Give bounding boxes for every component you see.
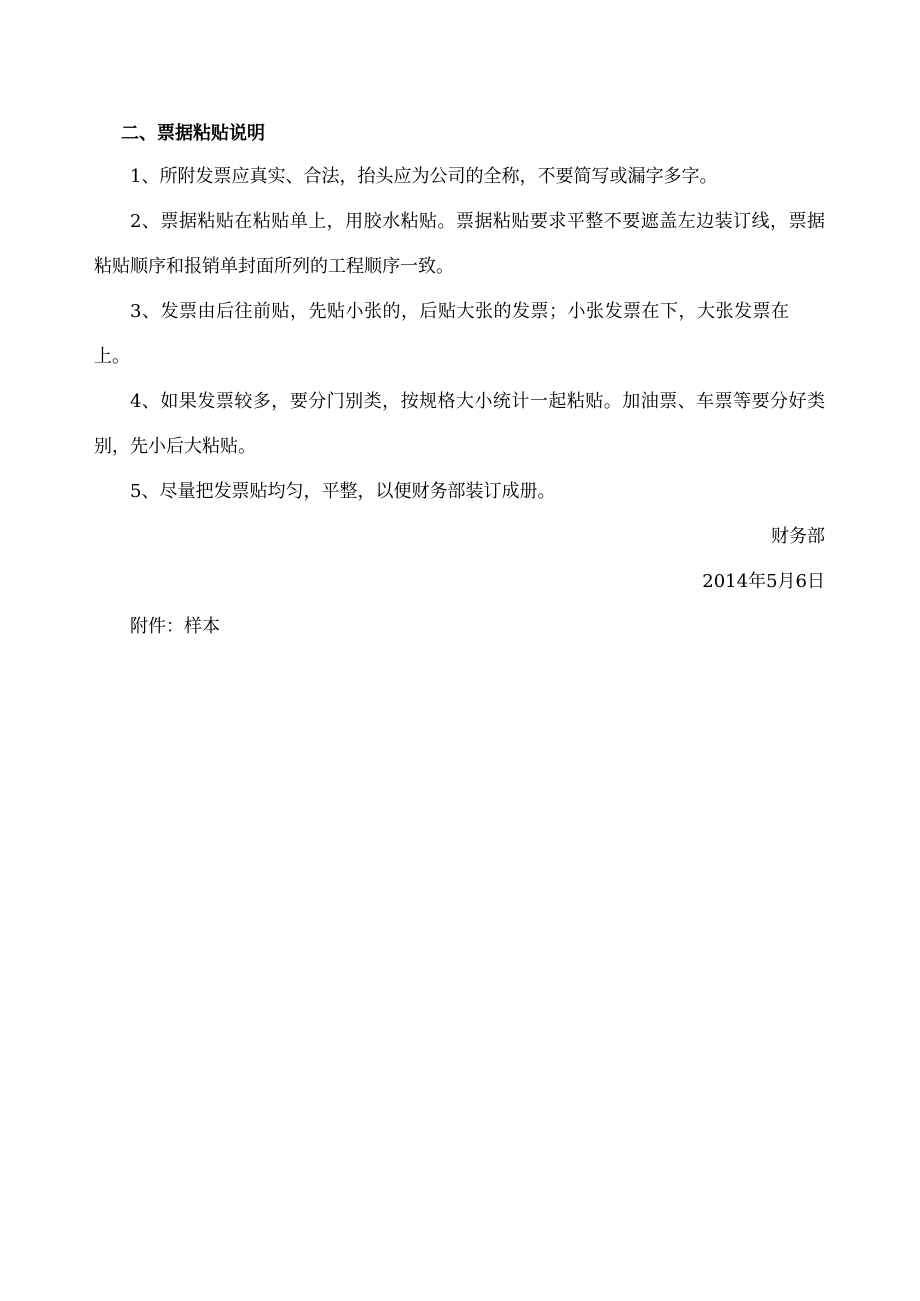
instruction-item-5: 5、尽量把发票贴均匀，平整，以便财务部装订成册。 xyxy=(130,481,556,502)
document-body xyxy=(94,114,825,649)
instruction-item-2: 2、票据粘贴在粘贴单上，用胶水粘贴。票据粘贴要求平整不要遮盖左边装订线，票据粘贴顺序和报销单封面所列的工程顺序一致。 xyxy=(94,211,825,277)
instruction-item-4: 4、如果发票较多，要分门别类，按规格大小统计一起粘贴。加油票、车票等要分好类别，先小后大粘贴。 xyxy=(94,391,825,457)
attachment-note: 附件：样本 xyxy=(130,616,220,637)
instruction-item-3: 3、发票由后往前贴，先贴小张的，后贴大张的发票；小张发票在下，大张发票在上。 xyxy=(94,301,789,367)
section-heading: 二、票据粘贴说明 xyxy=(121,123,265,144)
signature-department: 财务部 xyxy=(771,526,825,547)
instruction-item-1: 1、所附发票应真实、合法，抬头应为公司的全称，不要简写或漏字多字。 xyxy=(130,166,718,187)
signature-date: 2014年5月6日 xyxy=(702,571,825,592)
